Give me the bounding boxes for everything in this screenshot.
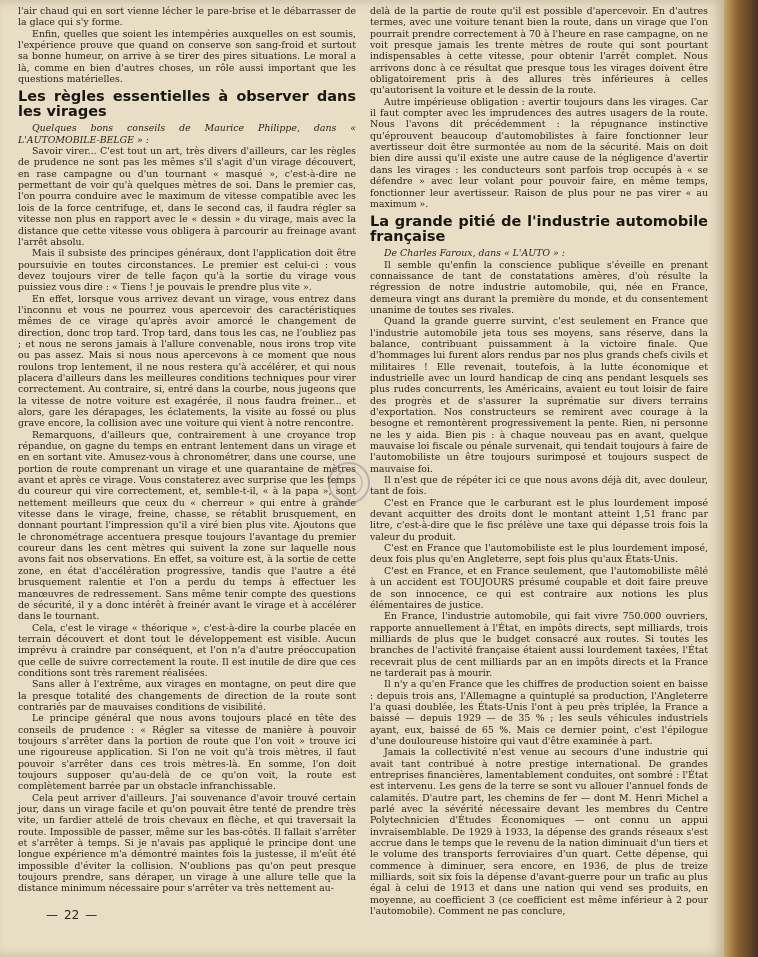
right-column [370,6,708,917]
paragraph: Le principe général que nous avons toujours placé en tête des conseils de prudence : « Régler sa vitesse de manière à pouvoir toujours s'arrêter dans la portion de route que l'on voit » trouve ici une rigoureuse application. Si l'on ne voit qu'à trois mètres, il faut pouvoir s'arrêter dans ces trois mètres-là. En somme, l'on doit toujours supposer qu'au-delà de ce qu'on voit, la route est complètement barrée par un obstacle infranchissable. [18,713,356,793]
paragraph: C'est en France, et en France seulement, que l'automobiliste mêlé à un accident est TOUJOURS présumé coupable et doit faire preuve de son innocence, ce qui est contraire aux notions les plus élémentaires de justice. [370,565,708,611]
paragraph: Il semble qu'enfin la conscience publique s'éveille en prenant connaissance de tant de constatations amères, d'où résulte la régression de notre industrie automobile, qui, née en France, demeura vingt ans durant la première du monde, et du consentement unanime de toutes ses rivales. [370,259,708,316]
paragraph: Autre impérieuse obligation : avertir toujours dans les virages. Car il faut compter avec les imprudences des autres usagers de la route. Nous l'avons dit précédemment : la répugnance instinctive qu'éprouvent beaucoup d'automobilistes à faire fonctionner leur avertisseur doit être surmontée au nom de la sécurité. Mais on doit bien dire aussi qu'il existe une autre cause de la négligence d'avertir dans les virages : les conducteurs sont parfois trop occupés à « se défendre » avec leur volant pour pouvoir faire, en même temps, fonctionner leur avertisseur. Raison de plus pour ne pas virer « au maximum ». [370,96,708,210]
paragraph: En France, l'industrie automobile, qui fait vivre 750.000 ouvriers, rapporte annuellement à l'État, en impôts directs, sept milliards, trois milliards de plus que le budget consacré aux routes. Si toutes les branches de l'activité française étaient aussi lourdement taxées, l'État recevrait plus de cent milliards par an en impôts directs et la France ne tarderait pas à mourir. [370,611,708,679]
footer-dash: — [46,908,58,922]
article-byline: De Charles Faroux, dans « L'AUTO » : [384,248,565,260]
article-heading: La grande pitié de l'industrie automobile française [370,214,708,246]
paragraph: Enfin, quelles que soient les intempéries auxquelles on est soumis, l'expérience prouve que quand on conserve son sang-froid et surtout sa bonne humeur, on arrive à se tirer des pires situations. Le moral a là, comme en bien d'autres choses, un rôle aussi important que les questions matérielles. [18,28,356,86]
paragraph: Sans aller à l'extrême, aux virages en montagne, on peut dire que la presque totalité des changements de direction de la route sont contrariés par de mauvaises conditions de visibilité. [18,679,356,713]
paragraph: Jamais la collectivité n'est venue au secours d'une industrie qui avait tant contribué à notre prestige international. De grandes entreprises financières, lamentablement conduites, ont sombré : l'État est intervenu. Les gens de la terre se sont vu allouer l'annuel fonds de calamités. D'autre part, les chemins de fer — dont M. Henri Michel a parlé avec la sévérité nécessaire devant les membres du Centre Polytechnicien d'Études Économiques — ont connu un appui invraisemblable. De 1929 à 1933, la dépense des grands réseaux s'est accrue dans le temps que le revenu de la nation diminuait d'un tiers et le volume des transports ferroviaires d'un quart. Cette dépense, qui commence à diminuer, sera encore, en 1936, de plus de treize milliards, soit six fois la dépense d'avant-guerre pour un trafic au plus égal à celui de 1913 et dans une nation qui vend ses produits, en moyenne, au coefficient 3 (ce coefficient est même inférieur à 2 pour l'automobile). Comment ne pas conclure, [370,747,708,918]
paragraph: Quand la grande guerre survint, c'est seulement en France que l'industrie automobile jeta tous ses moyens, sans réserve, dans la balance, contribuant puissamment à la victoire finale. Que d'hommages lui furent alors rendus par nos plus grands chefs civils et militaires ! Elle revenait, toutefois, à la lutte économique et industrielle avec un lourd handicap de cinq ans pendant lesquels ses plus rudes concurrents, les Américains, avaient eu tout loisir de faire des progrès et de s'assurer la suprématie sur divers terrains d'exportation. Nos constructeurs se remirent avec courage à la besogne et remontèrent progressivement la pente. Rien, ni personne ne les y aida. Bien pis : à chaque nouveau pas en avant, quelque mauvaise loi fiscale ou pénale survenait, qui tendait toujours à faire de l'automobiliste un être toujours surimposé et toujours suspect de mauvaise foi. [370,316,708,475]
book-binding-edge [724,0,758,957]
paragraph: l'air chaud qui en sort vienne lécher le pare-brise et le débarrasser de la glace qui s'y forme. [18,6,356,29]
paragraph: Il n'est que de répéter ici ce que nous avons déjà dit, avec douleur, tant de fois. [370,475,708,498]
paragraph: Cela, c'est le virage « théorique », c'est-à-dire la courbe placée en terrain découvert et dont tout le développement est visible. Aucun imprévu à craindre par conséquent, et l'on n'a d'autre préoccupation que celle de suivre correctement la route. Il est inutile de dire que ces conditions sont très rarement réalisées. [18,622,356,679]
article-byline: Quelques bons conseils de Maurice Philippe, dans « L'AUTOMOBILE-BELGE » : [18,123,356,146]
paragraph: Remarquons, d'ailleurs que, contrairement à une croyance trop répandue, on gagne du temps en entrant lentement dans un virage et en en sortant vite. Amusez-vous à chronométrer, dans une course, une portion de route comprenant un virage et une quarantaine de mètres avant et après ce virage. Vous constaterez avec surprise que les temps du coureur qui vire correctement, et, semble-t-il, « à la papa », sont nettement meilleurs que ceux du « cherreur » qui entre à grande vitesse dans le virage, freine, chasse, se rétablit brusquement, en donnant pourtant l'impression qu'il a viré bien plus vite. Ajoutons que le chronométrage accentuera presque toujours l'avantage du premier coureur dans les cent mètres qui suivent la zone sur laquelle nous avons fait nos observations. En effet, sa voiture est, à la sortie de cette zone, en état d'accélération progressive, tandis que l'autre a été brusquement ralentie et l'on a perdu du temps à effectuer les manœuvres de redressement. Sans même tenir compte des questions de sécurité, il y a donc intérêt à freinér avant le virage et à accélérer dans le tournant. [18,429,356,623]
paragraph: C'est en France que l'automobiliste est le plus lourdement imposé, deux fois plus qu'en Angleterre, sept fois plus qu'aux États-Unis. [370,543,708,566]
paragraph: En effet, lorsque vous arrivez devant un virage, vous entrez dans l'inconnu et vous ne pourrez vous apercevoir des caractéristiques mêmes de ce virage qu'après avoir amorcé le changement de direction, donc trop tard. Trop tard, dans tous les cas, ne l'oubliez pas ; et nous ne serons jamais à l'allure convenable, nous irons trop vite ou pas assez. Mais si nous nous apercevons à ce moment que nous roulons trop lentement, il ne nous restera qu'à accélérer, et qui nous placera d'ailleurs dans les meilleures conditions techniques pour virer correctement. Au contraire, si, entré dans la courbe, nous jugeons que la vitesse de notre voiture est exagérée, il nous faudra freiner... et alors, gare les dérapages, les éclatements, la visite au fossé ou plus grave encore, la collision avec une voiture qui vient à notre rencontre. [18,293,356,430]
paragraph: C'est en France que le carburant est le plus lourdement imposé devant acquitter des droits dont le montant atteint 1,51 franc par litre, c'est-à-dire que le fisc prélève une taxe qui dépasse trois fois la valeur du produit. [370,497,708,543]
footer-dash: — [85,908,98,922]
paragraph: delà de la partie de route qu'il est possible d'apercevoir. En d'autres termes, avec une voiture tenant bien la route, dans un virage que l'on pourrait prendre correctement à 70 à l'heure en rase campagne, on ne voit presque jamais les trente mètres de route qui sont pourtant indispensables à cette vitesse, pour obtenir l'arrêt complet. Nous arrivons donc à ce résultat que presque tous les virages doivent être obligatoirement pris à des allures très inférieures à celles qu'autorisent la voiture et le dessin de la route. [370,6,708,97]
paragraph: Savoir virer... C'est tout un art, très divers d'ailleurs, car les règles de prudence ne sont pas les mêmes s'il s'agit d'un virage découvert, en rase campagne ou d'un tournant « masqué », c'est-à-dire ne permettant de voir qu'à quelques mètres de soi. Dans le premier cas, l'on pourra conduire avec le maximum de vitesse compatible avec les lois de la force centrifuge, et, dans le second cas, il faudra régler sa vitesse non plus en rapport avec le « dessin » du virage, mais avec la distance que cette vitesse vous obligera à parcourir au freinage avant l'arrêt absolu. [18,146,356,248]
article-heading: Les règles essentielles à observer dans les virages [18,89,356,121]
left-column [18,6,356,895]
paragraph: Cela peut arriver d'ailleurs. J'ai souvenance d'avoir trouvé certain jour, dans un virage facile et qu'on pouvait être tenté de prendre très vite, un fardier attelé de trois chevaux en flèche, et qui traversait la route. Impossible de passer, même sur les bas-côtés. Il fallait s'arrêter et s'arrêter à temps. Si je n'avais pas appliqué le principe dont une longue expérience m'a démontré maintes fois la justesse, il m'eût été impossible d'éviter la collision. N'oublions pas qu'on peut presque toujours prendre, sans déraper, un virage à une allure telle que la distance minimum nécessaire pour s'arrêter va très nettement au- [18,792,356,895]
page-number: 22 [64,908,80,922]
library-stamp [326,460,372,506]
page-footer [40,908,103,922]
paragraph: Mais il subsiste des principes généraux, dont l'application doit être poursuivie en toutes circonstances. Le premier est celui-ci : vous devez toujours virer de telle façon qu'à la sortie du virage vous puissiez vous dire : « Tiens ! je pouvais le prendre plus vite ». [18,248,356,294]
paragraph: Il n'y a qu'en France que les chiffres de production soient en baisse : depuis trois ans, l'Allemagne a quintuplé sa production, l'Angleterre l'a quasi doublée, les États-Unis l'ont à peu près triplée, la France a baissé — depuis 1929 — de 35 % ; les seuls véhicules industriels ayant, eux, baissé de 65 %. Mais ce dernier point, c'est l'épilogue d'une douloureuse histoire qui vaut d'être examinée à part. [370,679,708,747]
